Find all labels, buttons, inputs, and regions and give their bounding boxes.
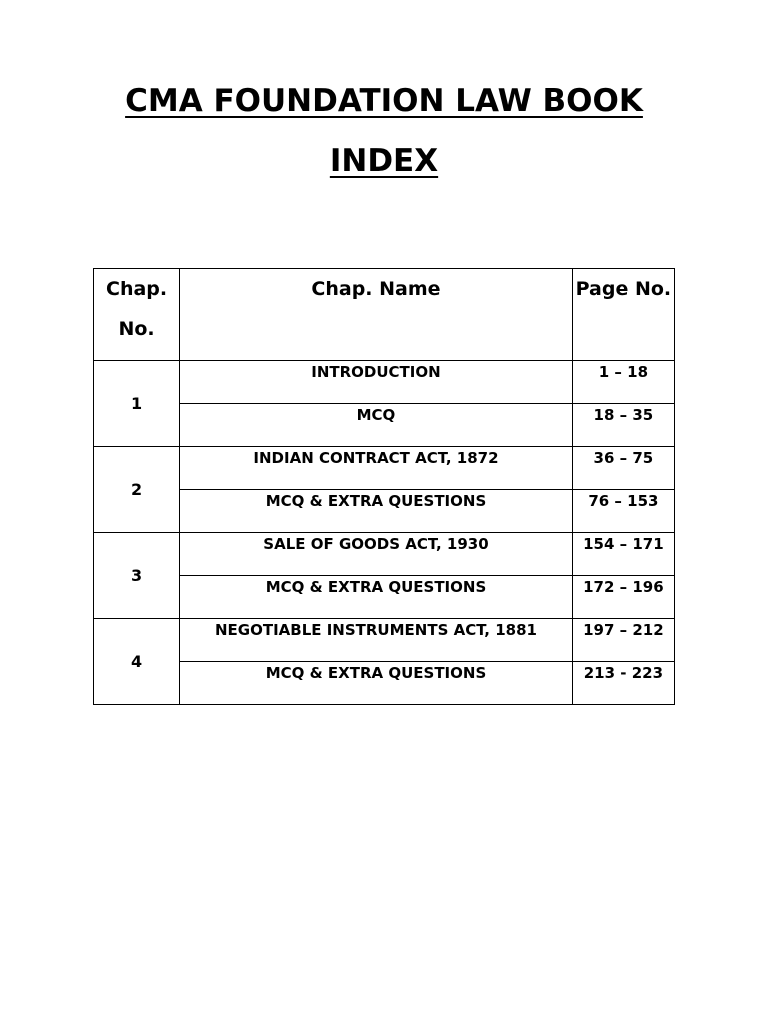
table-row [94, 447, 675, 490]
chapter-number: 2 [94, 447, 180, 533]
title-line-2: INDEX [329, 143, 439, 179]
page-range: 154 – 171 [572, 533, 674, 576]
table-row [94, 490, 675, 533]
table-row [94, 404, 675, 447]
chapter-number: 1 [94, 361, 180, 447]
header-chap-no: Chap. No. [94, 269, 180, 361]
chapter-name: MCQ & EXTRA QUESTIONS [180, 576, 573, 619]
page-range: 213 - 223 [572, 662, 674, 705]
page-range: 18 – 35 [572, 404, 674, 447]
page-range: 36 – 75 [572, 447, 674, 490]
title-line-1: CMA FOUNDATION LAW BOOK [125, 83, 643, 119]
table-row [94, 662, 675, 705]
chapter-name: MCQ & EXTRA QUESTIONS [180, 490, 573, 533]
chapter-name: MCQ [180, 404, 573, 447]
page-range: 197 – 212 [572, 619, 674, 662]
document-title [0, 82, 768, 180]
chapter-name: NEGOTIABLE INSTRUMENTS ACT, 1881 [180, 619, 573, 662]
page-range: 76 – 153 [572, 490, 674, 533]
chapter-number: 4 [94, 619, 180, 705]
table-row [94, 576, 675, 619]
header-chap-name: Chap. Name [180, 269, 573, 361]
chapter-name: MCQ & EXTRA QUESTIONS [180, 662, 573, 705]
table-row [94, 361, 675, 404]
chapter-number: 3 [94, 533, 180, 619]
table-row [94, 619, 675, 662]
page-range: 1 – 18 [572, 361, 674, 404]
chapter-name: INDIAN CONTRACT ACT, 1872 [180, 447, 573, 490]
header-row [94, 269, 675, 361]
index-table [93, 268, 675, 705]
chapter-name: INTRODUCTION [180, 361, 573, 404]
chapter-name: SALE OF GOODS ACT, 1930 [180, 533, 573, 576]
page-range: 172 – 196 [572, 576, 674, 619]
table-row [94, 533, 675, 576]
header-page-no: Page No. [572, 269, 674, 361]
